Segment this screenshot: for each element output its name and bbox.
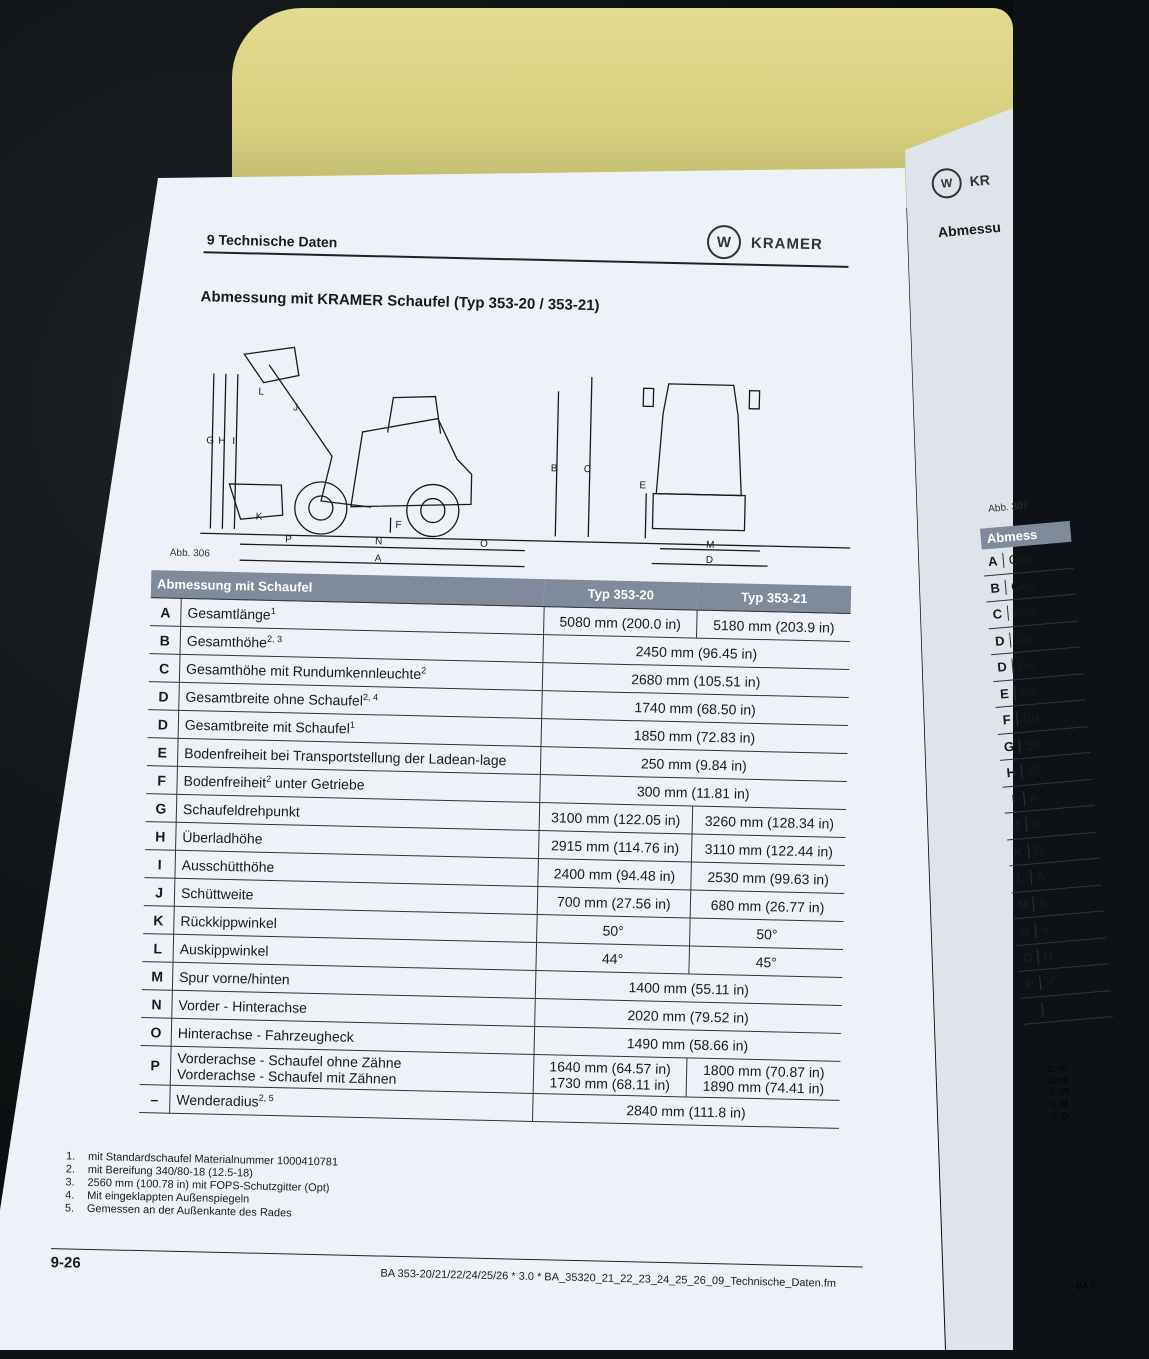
side-row-key: F [996, 711, 1018, 728]
value-text: 1800 mm (70.87 in) [703, 1062, 825, 1081]
side-row-text: A [1024, 789, 1039, 805]
side-brand-name: KR [969, 172, 991, 190]
row-key: L [143, 934, 174, 963]
value-text: 1640 mm (64.57 in) [549, 1058, 671, 1077]
value-text: 680 mm (26.77 in) [711, 896, 825, 915]
row-value-353-21 [692, 806, 846, 837]
row-key: P [140, 1046, 171, 1086]
row-value-shared: 2680 mm (105.51 in) [542, 663, 850, 698]
row-value-shared: 2450 mm (96.45 in) [542, 635, 850, 670]
value-text: 700 mm (27.56 in) [557, 893, 671, 912]
value-text: 1890 mm (74.41 in) [703, 1078, 825, 1097]
side-row-key: B [985, 579, 1007, 596]
row-label-text: unter Getriebe [271, 775, 365, 793]
row-key: D [148, 682, 179, 711]
row-label-footnote: 2, 4 [363, 692, 378, 702]
row-value-353-21 [692, 834, 846, 865]
side-row-key: D [991, 659, 1013, 676]
row-key: I [144, 850, 175, 879]
rear-wheel-hub [421, 498, 446, 523]
side-row-key: A [982, 553, 1004, 570]
row-label-text: Vorderachse - Schaufel ohne Zähne [177, 1050, 401, 1071]
footnote-number: 4. [65, 1189, 87, 1202]
side-heading: Abmessu [937, 219, 1001, 240]
row-label-footnote: 2 [266, 774, 271, 784]
dim-line-c [588, 377, 592, 537]
value-text: 2530 mm (99.63 in) [707, 868, 829, 887]
row-value-353-21 [691, 862, 845, 893]
value-text: 5180 mm (203.9 in) [713, 616, 835, 635]
diagram-label: O [480, 539, 488, 550]
dim-line-e [645, 493, 646, 538]
side-row-text: S [1033, 895, 1048, 911]
row-value-shared: 2020 mm (79.52 in) [534, 998, 842, 1033]
boom-arm [266, 365, 374, 507]
kramer-logo-icon: W [930, 167, 963, 200]
row-value-353-21 [690, 918, 844, 949]
row-value-shared: 1490 mm (58.66 in) [534, 1026, 842, 1061]
column-header: Abmessung mit Schaufel [151, 570, 545, 606]
value-text: 5080 mm (200.0 in) [559, 613, 681, 632]
diagram-label: B [551, 463, 558, 474]
row-key: – [139, 1085, 170, 1114]
row-key: C [149, 654, 180, 683]
loader-dimension-diagram [170, 333, 865, 579]
row-key: N [141, 990, 172, 1019]
footnote-number: 5. [65, 1202, 87, 1215]
row-key: K [143, 906, 174, 935]
value-text: 50° [602, 922, 624, 938]
row-key: M [142, 962, 173, 991]
figure-label: Abb. 306 [170, 548, 210, 560]
side-footnote: 3. 25 [1049, 1085, 1070, 1099]
side-row-text: Sc [1019, 736, 1040, 753]
side-row-text: V [1040, 974, 1055, 990]
footnote-text: 2560 mm (100.78 in) mit FOPS-Schutzgitter (Opt) [87, 1177, 329, 1194]
rear-wheel [406, 484, 459, 537]
side-row-text: Ül [1022, 763, 1041, 779]
row-key: G [146, 794, 177, 823]
side-row-text: Ge [1010, 630, 1034, 647]
row-value-353-20 [537, 887, 691, 918]
side-row-key: M [1012, 896, 1034, 913]
kramer-logo-icon: W [707, 225, 742, 260]
side-footnotes [1047, 1061, 1072, 1123]
row-key: F [146, 766, 177, 795]
diagram-label: I [232, 436, 235, 447]
row-label-text: Gesamthöhe [187, 633, 268, 651]
row-value-shared: 1400 mm (55.11 in) [535, 970, 843, 1005]
row-label-text: Gesamthöhe mit Rundumkennleuchte [186, 661, 421, 682]
column-header: Typ 353-21 [697, 583, 851, 614]
side-row-key: E [994, 685, 1016, 702]
side-footnote: 4. M [1050, 1097, 1071, 1111]
value-text: 50° [756, 925, 778, 941]
row-key: B [150, 626, 181, 655]
value-text: 1730 mm (68.11 in) [549, 1074, 670, 1093]
row-value-353-21 [686, 1058, 840, 1100]
side-row-key: I [1003, 791, 1025, 808]
row-label-footnote: 1 [350, 720, 355, 730]
front-view-body [656, 384, 743, 496]
diagram-label: P [285, 534, 292, 545]
side-row-text: V [1036, 921, 1051, 937]
row-value-shared: 1740 mm (68.50 in) [541, 691, 849, 726]
side-brand [930, 165, 991, 200]
value-text: 3110 mm (122.44 in) [705, 840, 833, 859]
row-label-text: Bodenfreiheit bei Transportstellung der Ladean-lage [184, 744, 506, 767]
side-table-header: Abmess [980, 521, 1071, 550]
value-text: 3260 mm (128.34 in) [705, 812, 835, 831]
dim-line-h [222, 374, 226, 529]
diagram-label: K [256, 512, 263, 523]
row-value-353-20 [539, 803, 693, 834]
diagram-label: G [206, 435, 214, 446]
row-label-text: Bodenfreiheit [183, 773, 266, 791]
row-label-text: Rückkippwinkel [180, 912, 277, 930]
footnote-text: Mit eingeklappten Außenspiegeln [87, 1190, 249, 1206]
side-row-key: L [1010, 870, 1032, 887]
side-table [980, 521, 1113, 1025]
side-row-text: Ges [1003, 551, 1033, 568]
footer-rule [51, 1248, 863, 1267]
side-row-key: J [1005, 817, 1027, 834]
row-value-shared: 1850 mm (72.83 in) [540, 719, 848, 754]
row-value-353-20 [535, 942, 689, 973]
side-row-text: Ge [1012, 657, 1036, 674]
side-figure-label: Abb. 307 [988, 500, 1029, 514]
side-table-rows [982, 542, 1113, 1025]
row-label-footnote: 1 [271, 606, 276, 616]
row-key: A [150, 598, 181, 627]
footnote-number: 1. [66, 1150, 88, 1163]
column-header: Typ 353-20 [544, 579, 698, 610]
row-key: J [144, 878, 175, 907]
value-text: 45° [756, 953, 778, 969]
row-label-footnote: 2, 5 [259, 1093, 274, 1103]
side-footnote: 2. mi [1048, 1073, 1069, 1087]
row-label-text: Überladhöhe [182, 828, 263, 846]
diagram-label: M [706, 540, 715, 551]
side-footer: BA 3 [1076, 1280, 1096, 1292]
value-text: 44° [602, 950, 624, 966]
diagram-label: C [584, 464, 591, 475]
section-title: Abmessung mit KRAMER Schaufel (Typ 353-20 / 353-21) [200, 288, 599, 314]
side-row-key: N [1015, 923, 1037, 940]
footnote-text: Gemessen an der Außenkante des Rades [87, 1203, 292, 1220]
brand [707, 225, 824, 262]
row-value-353-20 [538, 831, 692, 862]
row-label-text: Auskippwinkel [180, 940, 269, 958]
row-value-shared: 250 mm (9.84 in) [540, 747, 848, 782]
document-reference: BA 353-20/21/22/24/25/26 * 3.0 * BA_35320_21_22_23_24_25_26_09_Technische_Daten.fm [380, 1268, 836, 1290]
left-page [34, 190, 890, 1359]
side-row-key: K [1008, 843, 1030, 860]
row-value-shared: 2840 mm (111.8 in) [532, 1093, 840, 1128]
row-value-353-20 [536, 915, 690, 946]
side-row-text: H [1038, 948, 1054, 964]
row-value-353-20 [533, 1054, 688, 1096]
footnote-text: mit Bereifung 340/80-18 (12.5-18) [88, 1164, 253, 1180]
side-row-key: G [998, 738, 1020, 755]
row-label-text: Gesamtlänge [187, 605, 271, 623]
row-key: E [147, 738, 178, 767]
side-row-key: C [987, 606, 1009, 623]
table-body [139, 598, 851, 1129]
row-key: H [145, 822, 176, 851]
diagram-label: N [375, 536, 382, 547]
diagram-label: F [395, 520, 401, 531]
diagram-label: L [258, 387, 264, 398]
front-view-bucket [652, 494, 745, 531]
row-value-353-20 [537, 859, 691, 890]
side-row-key: H [1001, 764, 1023, 781]
row-label-text: Spur vorne/hinten [179, 968, 290, 987]
side-row-text: Bo [1015, 683, 1037, 700]
row-label-text: Schüttweite [181, 884, 254, 902]
side-row-key: P [1019, 975, 1041, 992]
diagram-label: E [639, 480, 646, 491]
diagram-label: J [293, 402, 298, 413]
row-label-text: Vorderachse - Schaufel mit Zähnen [177, 1066, 397, 1087]
diagram-label: A [375, 553, 382, 564]
footnote-text: mit Standardschaufel Materialnummer 1000410781 [88, 1151, 338, 1169]
row-key: O [141, 1018, 172, 1047]
side-footnote: 5. G [1051, 1109, 1072, 1123]
row-label-text: Wenderadius [176, 1092, 259, 1110]
value-text: 2400 mm (94.48 in) [554, 865, 676, 884]
side-row-text: Ges [1005, 577, 1035, 594]
value-text: 2915 mm (114.76 in) [551, 837, 679, 856]
row-value-353-21 [690, 890, 844, 921]
front-view-mirror-left [643, 388, 653, 406]
row-label-text: Hinterachse - Fahrzeugheck [178, 1024, 354, 1044]
row-value-353-21 [697, 610, 851, 641]
row-label-footnote: 2 [421, 665, 426, 675]
footnote-number: 3. [65, 1176, 87, 1189]
row-label-text: Gesamtbreite ohne Schaufel [185, 689, 363, 709]
raised-bucket [244, 346, 300, 383]
side-footnote: 1. mi [1047, 1061, 1068, 1075]
footnotes [65, 1150, 338, 1221]
dim-line-a [240, 560, 525, 566]
row-key: D [148, 710, 179, 739]
cab [388, 396, 442, 434]
side-row-text: A [1031, 869, 1046, 885]
side-row-text: R [1029, 842, 1045, 858]
brand-name: KRAMER [751, 234, 823, 253]
chapter-title: 9 Technische Daten [207, 231, 338, 250]
front-wheel [294, 481, 347, 534]
side-row-text: S [1026, 816, 1041, 832]
row-label-footnote: 2, 3 [267, 634, 282, 644]
row-value-353-20 [543, 607, 697, 638]
row-label-text: Gesamtbreite mit Schaufel [185, 717, 350, 737]
side-row-key: D [989, 632, 1011, 649]
value-text: 3100 mm (122.05 in) [551, 809, 681, 828]
dimensions-table [139, 570, 851, 1129]
side-row-text: Ges [1008, 603, 1038, 620]
dim-line-g [210, 374, 214, 529]
side-row-key: O [1017, 949, 1039, 966]
page-number: 9-26 [50, 1254, 80, 1272]
diagram-label: H [218, 436, 225, 447]
row-value-353-21 [689, 946, 843, 977]
row-label-text: Ausschütthöhe [182, 856, 275, 874]
side-row-key: – [1022, 1002, 1044, 1019]
front-view-mirror-right [749, 391, 759, 409]
row-label-text: Schaufeldrehpunkt [183, 800, 300, 819]
row-value-shared: 300 mm (11.81 in) [539, 775, 847, 810]
diagram-label: D [706, 555, 713, 566]
row-label-text: Vorder - Hinterachse [178, 996, 307, 1015]
footnote-number: 2. [66, 1163, 88, 1176]
side-row-text: Bo [1017, 710, 1039, 727]
